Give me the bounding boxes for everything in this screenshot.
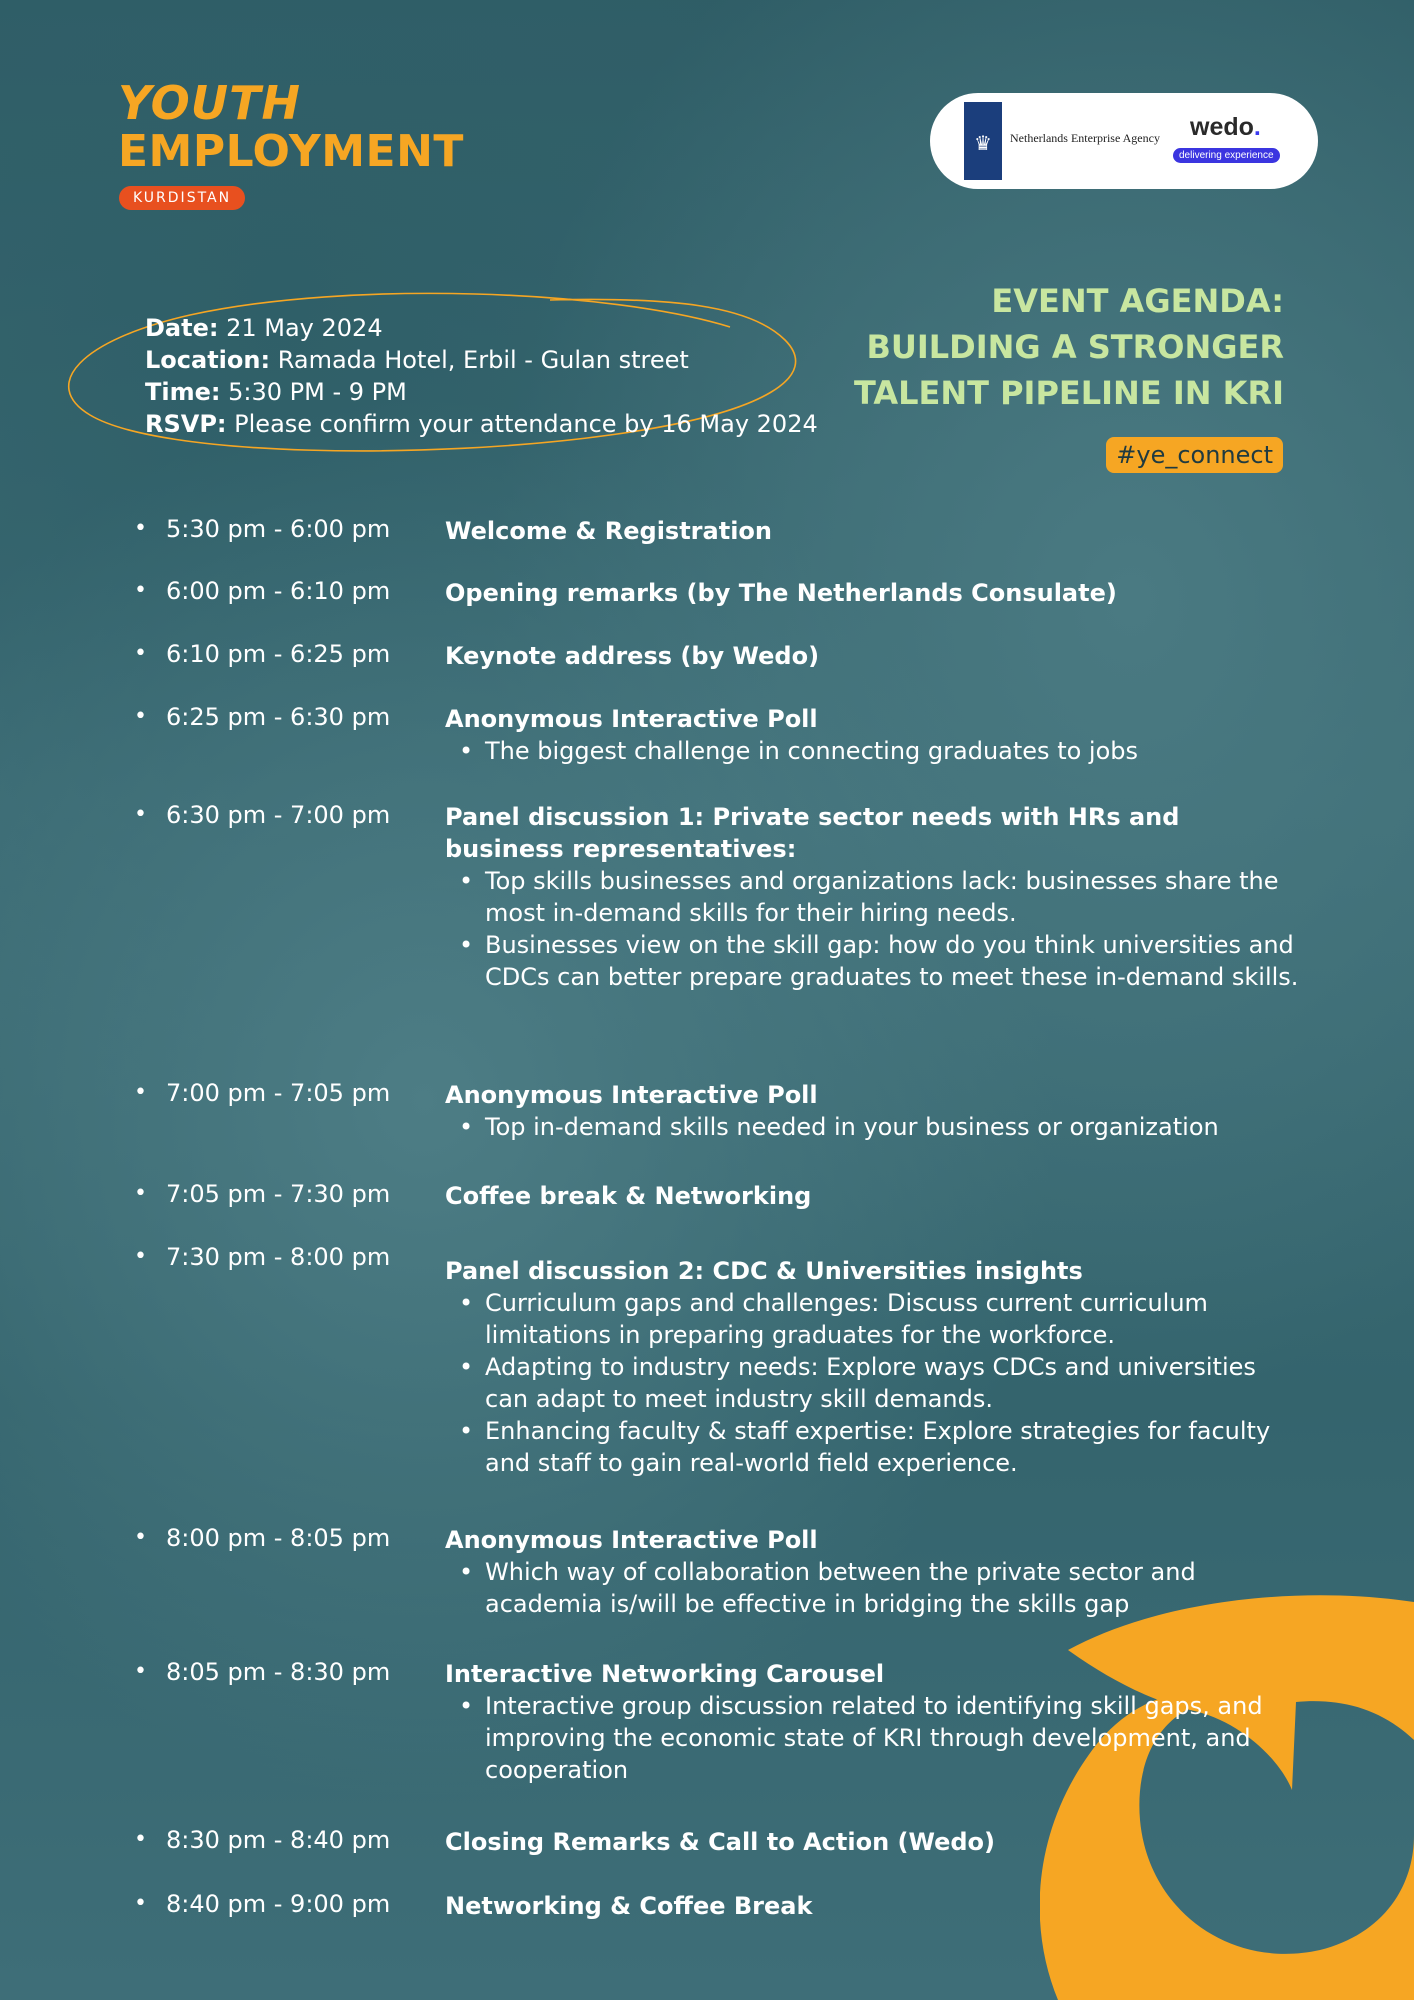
agenda-time — [138, 799, 390, 831]
agenda-activity-title: Anonymous Interactive Poll — [445, 1081, 818, 1109]
agenda-subitem: • Interactive group discussion related to identifying skill gaps, and improving the economic state of KRI through development, and cooperation — [445, 1690, 1305, 1786]
agenda-activity — [445, 1255, 1305, 1479]
agenda-time-text: 7:00 pm - 7:05 pm — [166, 1079, 391, 1107]
event-info — [145, 312, 818, 440]
logo-youth: YOUTH — [118, 76, 302, 130]
agenda-activity — [445, 577, 1305, 609]
agenda-activity-title: Interactive Networking Carousel — [445, 1660, 885, 1688]
royal-crest-icon: ♛ — [974, 131, 992, 155]
agenda-time — [138, 513, 390, 545]
agenda-activity — [445, 1826, 1305, 1858]
agenda-time — [138, 1241, 390, 1273]
netherlands-flag-icon — [964, 102, 1002, 180]
location-value: Ramada Hotel, Erbil - Gulan street — [270, 346, 689, 374]
agenda-time — [138, 1077, 390, 1109]
agenda-time-text: 6:10 pm - 6:25 pm — [166, 640, 391, 668]
time-line — [145, 376, 818, 408]
agenda-activity-title: Anonymous Interactive Poll — [445, 705, 818, 733]
agenda-activity — [445, 515, 1305, 547]
title-line-1: EVENT AGENDA: — [991, 282, 1284, 320]
agenda-subitem: • Curriculum gaps and challenges: Discuss current curriculum limitations in preparing graduates for the workforce. — [445, 1287, 1305, 1351]
agenda-activity — [445, 1890, 1305, 1922]
agenda-activity-title: Keynote address (by Wedo) — [445, 642, 820, 670]
agenda-subitem: • Businesses view on the skill gap: how do you think universities and CDCs can better prepare graduates to meet these in-demand skills. — [445, 929, 1305, 993]
agenda-time-text: 8:05 pm - 8:30 pm — [166, 1658, 391, 1686]
agenda-activity-title: Panel discussion 1: Private sector needs with HRs and business representatives: — [445, 803, 1180, 863]
logo-kurdistan-badge: KURDISTAN — [119, 186, 245, 210]
agenda-time-text: 6:00 pm - 6:10 pm — [166, 577, 391, 605]
agenda-time — [138, 1824, 390, 1856]
rsvp-value: Please confirm your attendance by 16 May 2024 — [226, 410, 818, 438]
agenda-time-text: 8:30 pm - 8:40 pm — [166, 1826, 391, 1854]
agenda-activity-title: Coffee break & Networking — [445, 1182, 812, 1210]
location-line — [145, 344, 818, 376]
date-value: 21 May 2024 — [218, 314, 383, 342]
logo-employment: EMPLOYMENT — [118, 126, 464, 177]
orange-swirl-decoration — [1040, 1590, 1414, 2000]
agenda-subitem: • Top in-demand skills needed in your business or organization — [445, 1111, 1305, 1143]
agenda-subitem: • Enhancing faculty & staff expertise: Explore strategies for faculty and staff to gain real-world field experience. — [445, 1415, 1305, 1479]
agenda-time-text: 5:30 pm - 6:00 pm — [166, 515, 391, 543]
time-label: Time: — [145, 378, 221, 406]
time-value: 5:30 PM - 9 PM — [220, 378, 407, 406]
netherlands-agency-name: Netherlands Enterprise Agency — [1010, 131, 1160, 145]
wedo-tagline: delivering experience — [1173, 148, 1280, 163]
agenda-subitem: • Adapting to industry needs: Explore ways CDCs and universities can adapt to meet industry skill demands. — [445, 1351, 1305, 1415]
agenda-activity — [445, 1524, 1305, 1620]
agenda-activity-title: Networking & Coffee Break — [445, 1892, 813, 1920]
agenda-time — [138, 1522, 390, 1554]
agenda-time-text: 6:30 pm - 7:00 pm — [166, 801, 391, 829]
agenda-time-text: 7:05 pm - 7:30 pm — [166, 1180, 391, 1208]
location-label: Location: — [145, 346, 271, 374]
agenda-activity — [445, 703, 1305, 767]
agenda-time-text: 7:30 pm - 8:00 pm — [166, 1243, 391, 1271]
agenda-time — [138, 1178, 390, 1210]
partner-logos — [930, 93, 1318, 189]
agenda-time — [138, 1656, 390, 1688]
agenda-activity-title: Welcome & Registration — [445, 517, 772, 545]
rsvp-line — [145, 408, 818, 440]
rsvp-label: RSVP: — [145, 410, 227, 438]
wedo-logo — [1190, 113, 1261, 142]
agenda-time — [138, 575, 390, 607]
agenda-time — [138, 701, 390, 733]
title-line-3: TALENT PIPELINE IN KRI — [853, 374, 1284, 412]
date-label: Date: — [145, 314, 219, 342]
agenda-subitem: • Top skills businesses and organizations lack: businesses share the most in-demand skills for their hiring needs. — [445, 865, 1305, 929]
title-line-2: BUILDING A STRONGER — [866, 328, 1284, 366]
agenda-activity-title: Anonymous Interactive Poll — [445, 1526, 818, 1554]
agenda-activity-title: Opening remarks (by The Netherlands Consulate) — [445, 579, 1117, 607]
date-line — [145, 312, 818, 344]
agenda-activity — [445, 1180, 1305, 1212]
agenda-activity — [445, 1658, 1305, 1786]
hashtag-badge: #ye_connect — [1106, 437, 1283, 473]
agenda-subitem: • The biggest challenge in connecting graduates to jobs — [445, 735, 1305, 767]
wedo-name: wedo — [1190, 113, 1254, 141]
agenda-activity-title: Panel discussion 2: CDC & Universities insights — [445, 1257, 1083, 1285]
agenda-time — [138, 1888, 390, 1920]
wedo-dot: . — [1253, 113, 1261, 141]
event-title — [724, 278, 1284, 416]
agenda-time-text: 6:25 pm - 6:30 pm — [166, 703, 391, 731]
agenda-time-text: 8:00 pm - 8:05 pm — [166, 1524, 391, 1552]
agenda-subitem: • Which way of collaboration between the private sector and academia is/will be effective in bridging the skills gap — [445, 1556, 1305, 1620]
agenda-activity-title: Closing Remarks & Call to Action (Wedo) — [445, 1828, 996, 1856]
agenda-activity — [445, 801, 1305, 993]
agenda-time — [138, 638, 390, 670]
agenda-time-text: 8:40 pm - 9:00 pm — [166, 1890, 391, 1918]
agenda-activity — [445, 640, 1305, 672]
agenda-activity — [445, 1079, 1305, 1143]
